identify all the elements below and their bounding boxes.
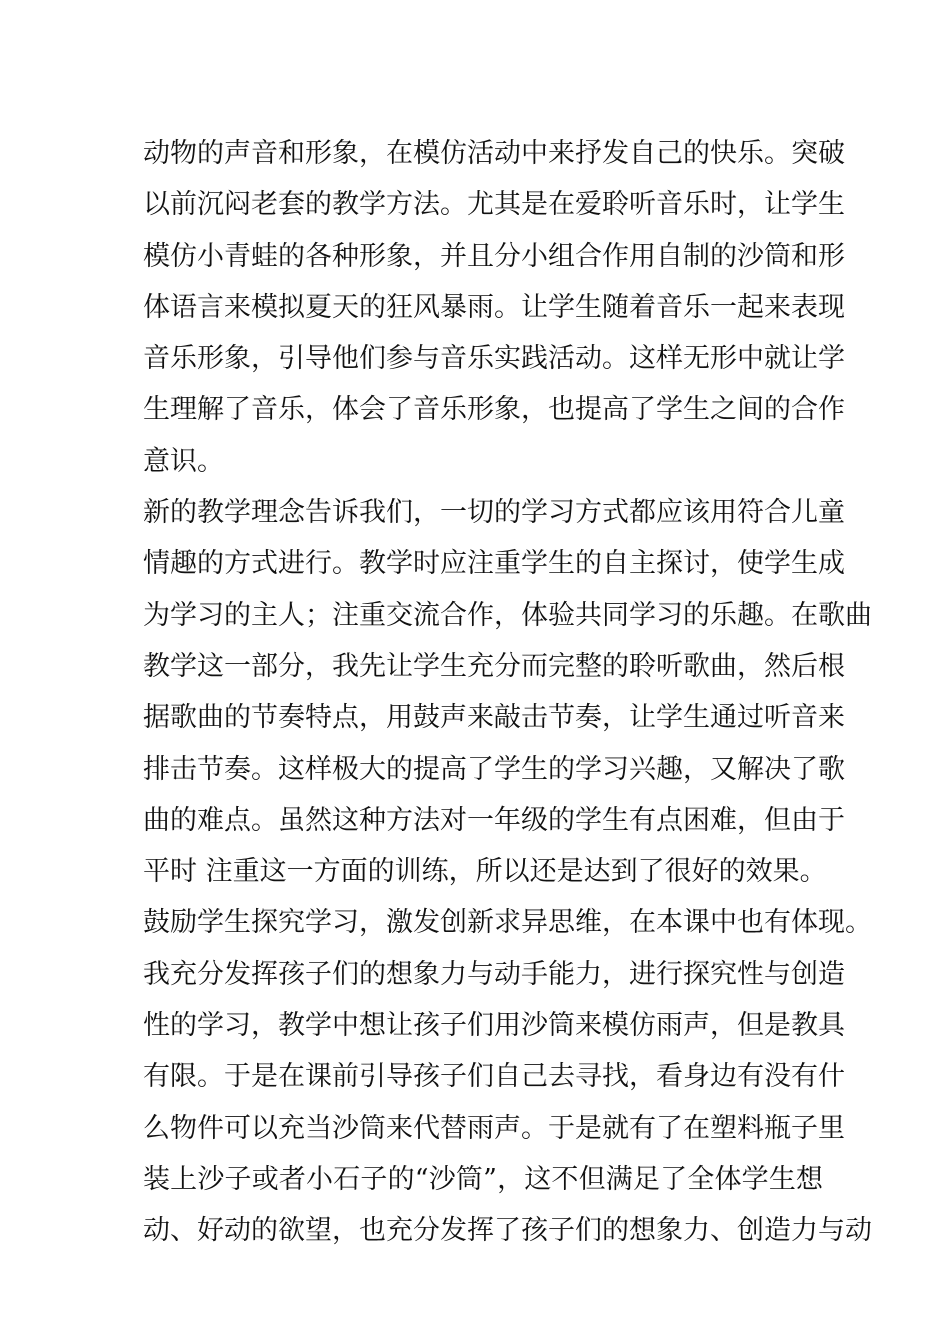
paragraph-1 [143,128,845,487]
text-line: 动、好动的欲望，也充分发挥了孩子们的想象力、创造力与动 [143,1215,872,1247]
text-line: 模仿小青蛙的各种形象，并且分小组合作用自制的沙筒和形 [143,240,845,272]
text-line: 情趣的方式进行。教学时应注重学生的自主探讨，使学生成 [143,548,845,580]
text-line: 体语言来模拟夏天的狂风暴雨。让学生随着音乐一起来表现 [143,291,845,323]
paragraph-2 [143,487,872,897]
text-line: 意识。 [143,445,224,477]
text-line: 排击节奏。这样极大的提高了学生的学习兴趣，又解决了歌 [143,753,845,785]
text-line: 性的学习，教学中想让孩子们用沙筒来模仿雨声，但是教具 [143,1010,845,1042]
text-line: 教学这一部分，我先让学生充分而完整的聆听歌曲，然后根 [143,650,845,682]
body-text [143,128,872,1257]
text-line: 新的教学理念告诉我们，一切的学习方式都应该用符合儿童 [143,497,845,529]
text-line: 我充分发挥孩子们的想象力与动手能力，进行探究性与创造 [143,958,845,990]
text-line: 曲的难点。虽然这种方法对一年级的学生有点困难，但由于 [143,804,845,836]
text-line: 平时 注重这一方面的训练，所以还是达到了很好的效果。 [143,856,827,888]
text-line: 有限。于是在课前引导孩子们自己去寻找，看身边有没有什 [143,1061,845,1093]
text-line: 以前沉闷老套的教学方法。尤其是在爱聆听音乐时，让学生 [143,189,845,221]
text-line: 为学习的主人；注重交流合作，体验共同学习的乐趣。在歌曲 [143,599,872,631]
paragraph-3 [143,897,872,1256]
text-line: 装上沙子或者小石子的“沙筒”，这不但满足了全体学生想 [143,1163,823,1195]
text-line: 么物件可以充当沙筒来代替雨声。于是就有了在塑料瓶子里 [143,1112,845,1144]
text-line: 鼓励学生探究学习，激发创新求异思维，在本课中也有体现。 [143,907,872,939]
text-line: 动物的声音和形象，在模仿活动中来抒发自己的快乐。突破 [143,138,845,169]
text-line: 音乐形象，引导他们参与音乐实践活动。这样无形中就让学 [143,343,845,375]
text-line: 生理解了音乐，体会了音乐形象，也提高了学生之间的合作 [143,394,845,426]
text-line: 据歌曲的节奏特点，用鼓声来敲击节奏，让学生通过听音来 [143,702,845,734]
